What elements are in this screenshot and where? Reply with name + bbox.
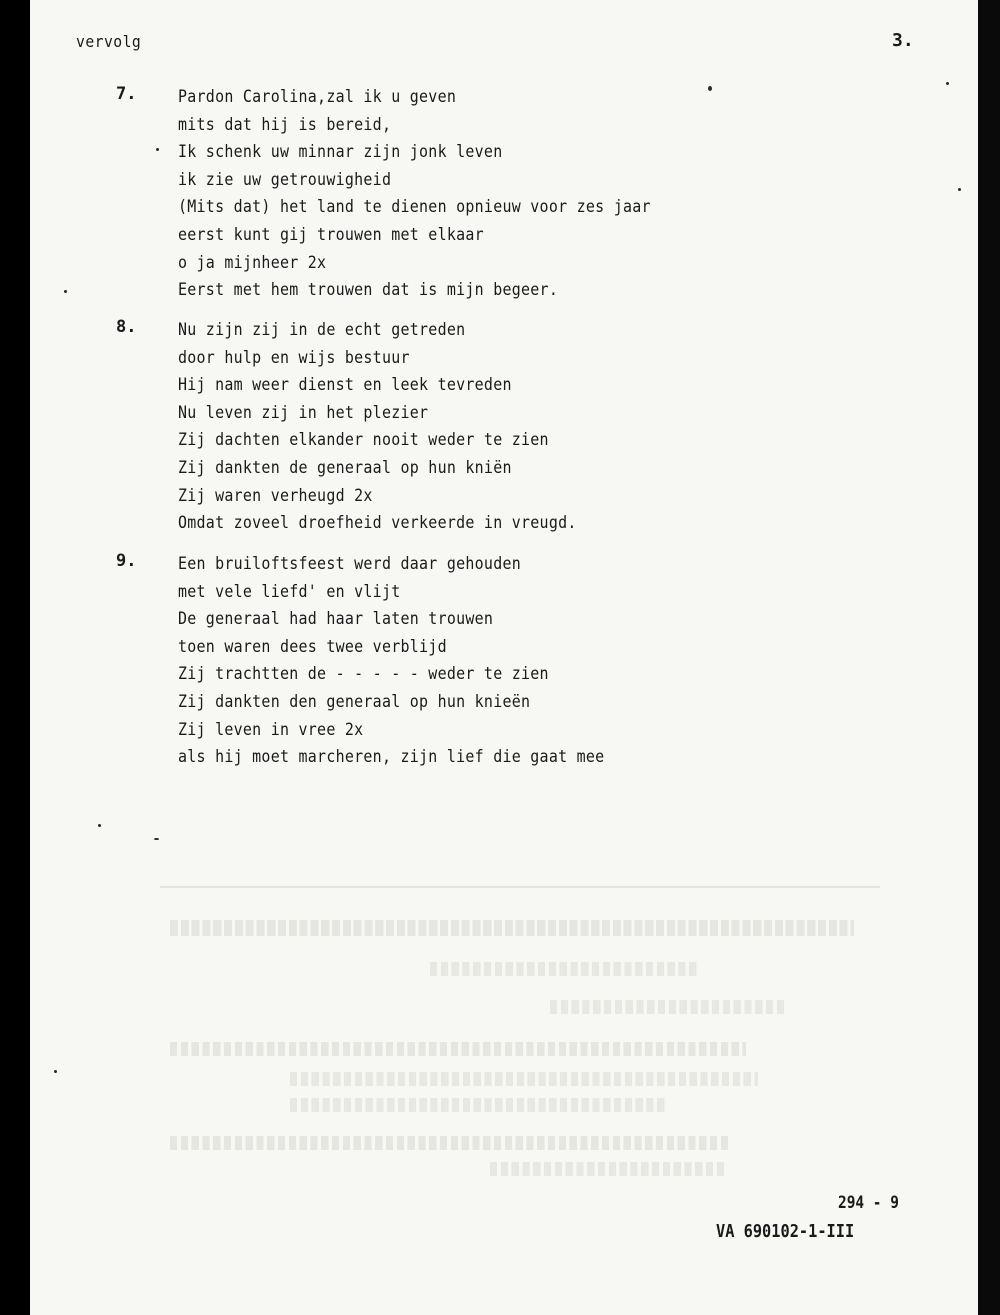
verse-line: Zij trachtten de - - - - - weder te zien [178, 664, 549, 685]
bleed-through-text [290, 1072, 758, 1086]
verse-line: met vele liefd' en vlijt [178, 581, 401, 602]
verse-line: eerst kunt gij trouwen met elkaar [178, 224, 484, 245]
speck [708, 86, 712, 91]
verse-line: Nu zijn zij in de echt getreden [178, 320, 466, 340]
speck [156, 148, 159, 151]
bleed-through-text [170, 920, 854, 936]
verse-lines [178, 317, 898, 538]
page-number: 3. [892, 30, 914, 51]
bleed-through-text [170, 1042, 746, 1056]
verse-lines [178, 551, 898, 772]
speck [64, 290, 67, 293]
verse-line: als hij moet marcheren, zijn lief die gaat mee [178, 747, 605, 768]
speck [98, 824, 101, 827]
archive-code: VA 690102-1-III [716, 1221, 855, 1242]
verse-line: Zij leven in vree 2x [178, 719, 364, 740]
verse-line: Zij dankten den generaal op hun knieën [178, 691, 531, 712]
bleed-through-text [550, 1000, 784, 1014]
verse-line: Hij nam weer dienst en leek tevreden [178, 375, 512, 396]
verse-lines [178, 84, 898, 305]
speck [958, 188, 961, 191]
verse-line: Ik schenk uw minnar zijn jonk leven [178, 142, 503, 163]
verse-number: 8. [116, 317, 137, 337]
verse-line: ik zie uw getrouwigheid [178, 169, 392, 190]
scan-border [978, 0, 1000, 1315]
verse-number: 9. [116, 551, 137, 571]
verse-line: Zij waren verheugd 2x [178, 485, 373, 506]
document-page [30, 0, 978, 1315]
verse-line: De generaal had haar laten trouwen [178, 609, 494, 630]
bleed-through-text [430, 962, 700, 976]
verse-line: Omdat zoveel droefheid verkeerde in vreugd. [178, 513, 577, 534]
bleed-through-text [290, 1098, 668, 1112]
verse-line: Pardon Carolina,zal ik u geven [178, 87, 457, 107]
archive-reference: 294 - 9 [838, 1193, 899, 1213]
verse-line: door hulp en wijs bestuur [178, 347, 410, 368]
verse-line: Zij dankten de generaal op hun kniën [178, 457, 512, 478]
speck [946, 82, 949, 85]
verse-line: (Mits dat) het land te dienen opnieuw voor zes jaar [178, 197, 651, 218]
verse-number: 7. [116, 84, 137, 104]
bleed-through-text [170, 1136, 728, 1150]
verse-line: o ja mijnheer 2x [178, 252, 327, 273]
bleed-through-text [490, 1162, 724, 1176]
speck [54, 1070, 57, 1073]
verse-line: Zij dachten elkander nooit weder te zien [178, 430, 549, 451]
verse-line: toen waren dees twee verblijd [178, 636, 447, 657]
header-continuation-label: vervolg [76, 32, 142, 51]
bleed-through-rule [160, 886, 880, 888]
verse-line: mits dat hij is bereid, [178, 114, 392, 135]
verse-line: Nu leven zij in het plezier [178, 402, 429, 423]
verse-line: Een bruiloftsfeest werd daar gehouden [178, 554, 522, 574]
speck [154, 838, 159, 840]
verse-line: Eerst met hem trouwen dat is mijn begeer. [178, 280, 559, 301]
